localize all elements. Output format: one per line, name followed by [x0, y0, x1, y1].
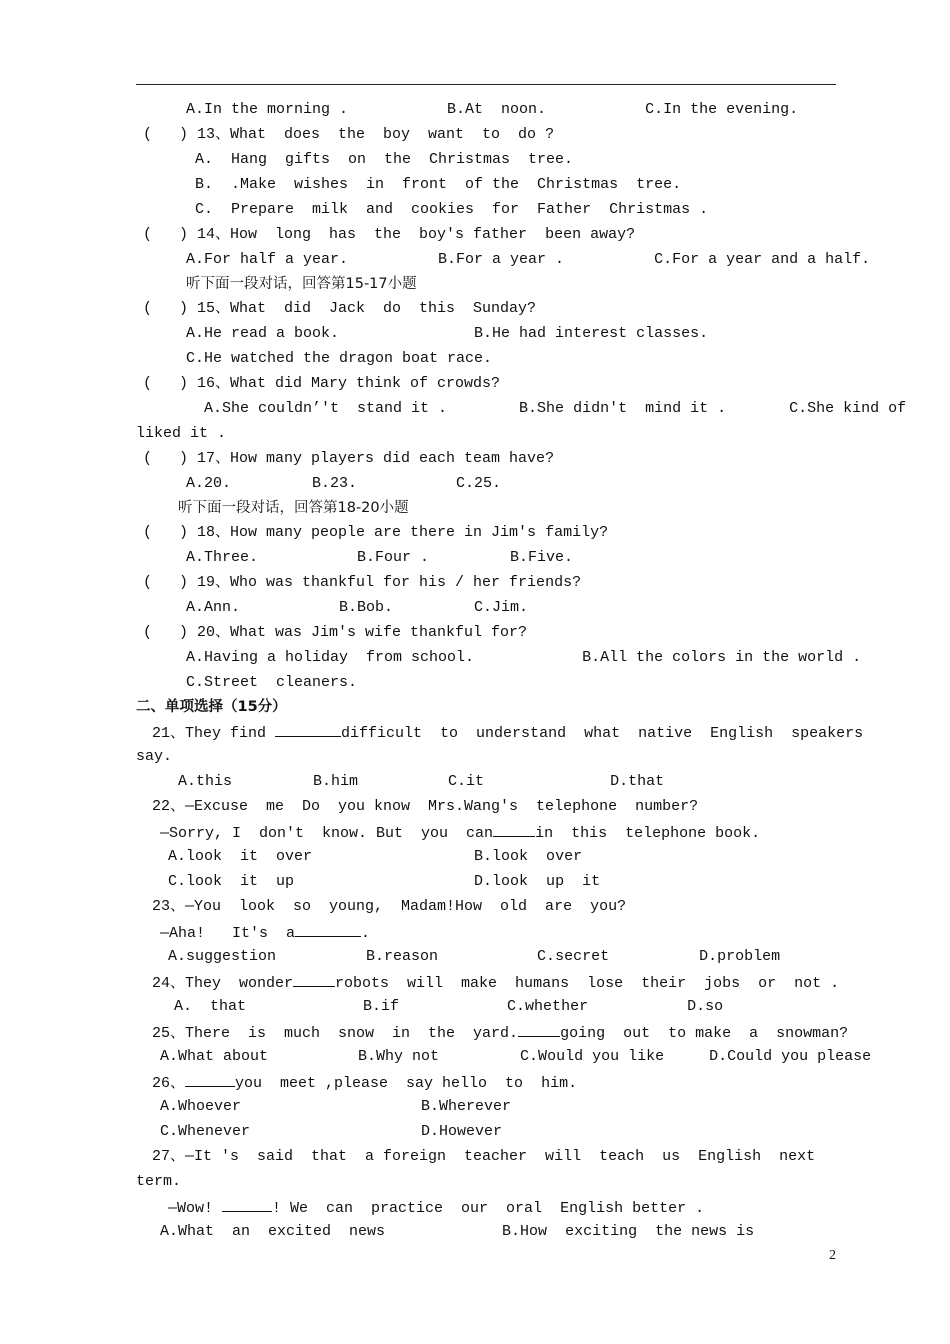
q22-options-cd: C.look it up D.look up it	[168, 873, 601, 890]
q23-blank	[295, 922, 361, 937]
q25-question	[152, 1022, 848, 1044]
q22-options-ab: A.look it over B.look over	[168, 848, 583, 865]
q26-options-cd: C.Whenever D.However	[160, 1123, 503, 1140]
q21-blank	[275, 722, 341, 737]
page-number: 2	[829, 1248, 836, 1263]
q13-option-b: B. .Make wishes in front of the Christmas tree.	[186, 176, 682, 193]
q21-question	[152, 722, 863, 744]
section-instruction-15-17: 听下面一段对话，回答第15-17小题	[186, 276, 417, 292]
q19-options: A.Ann. B.Bob. C.Jim.	[186, 599, 529, 616]
q16-options: A.She couldn’'t stand it . B.She didn't mind it . C.She kind of	[186, 400, 907, 417]
q25-text-end: going out to make a snowman?	[560, 1025, 849, 1042]
q27-question: 27、—It 's said that a foreign teacher will teach us English next	[152, 1148, 816, 1165]
q13-question: ( ) 13、What does the boy want to do ?	[143, 126, 555, 143]
section-heading-single-choice: 二、单项选择（15分）	[136, 699, 287, 715]
q18-options: A.Three. B.Four . B.Five.	[186, 549, 574, 566]
q17-options: A.20. B.23. C.25.	[186, 475, 502, 492]
q13-option-c: C. Prepare milk and cookies for Father Christmas .	[186, 201, 709, 218]
q17-question: ( ) 17、How many players did each team have?	[143, 450, 555, 467]
q18-question: ( ) 18、How many people are there in Jim's family?	[143, 524, 609, 541]
q15-option-c: C.He watched the dragon boat race.	[186, 350, 493, 367]
q24-question	[152, 972, 839, 994]
q24-options: A. that B.if C.whether D.so	[174, 998, 724, 1015]
q19-question: ( ) 19、Who was thankful for his / her friends?	[143, 574, 582, 591]
q27-blank	[222, 1197, 272, 1212]
q25-options: A.What about B.Why not C.Would you like D.Could you please	[160, 1048, 872, 1065]
header-rule	[136, 84, 836, 85]
q20-options-ab: A.Having a holiday from school. B.All the colors in the world .	[186, 649, 862, 666]
q22-question: 22、—Excuse me Do you know Mrs.Wang's telephone number?	[152, 798, 699, 815]
q14-options: A.For half a year. B.For a year . C.For a year and a half.	[186, 251, 871, 268]
q26-blank	[185, 1072, 235, 1087]
q27-options-ab: A.What an excited news B.How exciting the news is	[160, 1223, 755, 1240]
q23-response	[160, 922, 370, 944]
q26-options-ab: A.Whoever B.Wherever	[160, 1098, 512, 1115]
q26-text-end: you meet ,please say hello to him.	[235, 1075, 578, 1092]
q15-question: ( ) 15、What did Jack do this Sunday?	[143, 300, 537, 317]
q26-text-start: 26、	[152, 1075, 186, 1092]
q14-question: ( ) 14、How long has the boy's father been away?	[143, 226, 636, 243]
q27-text-end: ! We can practice our oral English better .	[272, 1200, 705, 1217]
q16-question: ( ) 16、What did Mary think of crowds?	[143, 375, 501, 392]
q24-text-end: robots will make humans lose their jobs or not .	[335, 975, 840, 992]
q23-text-start: —Aha! It's a	[160, 925, 296, 942]
q16-options-wrap: liked it .	[136, 425, 227, 442]
q20-question: ( ) 20、What was Jim's wife thankful for?	[143, 624, 528, 641]
q13-option-a: A. Hang gifts on the Christmas tree.	[186, 151, 574, 168]
section-instruction-18-20: 听下面一段对话，回答第18-20小题	[178, 500, 409, 516]
q23-question: 23、—You look so young, Madam!How old are you?	[152, 898, 627, 915]
q20-option-c: C.Street cleaners.	[186, 674, 358, 691]
q25-text-start: 25、There is much snow in the yard.	[152, 1025, 519, 1042]
q22-blank	[493, 822, 535, 837]
q21-question-wrap: say.	[136, 748, 173, 765]
q12-options: A.In the morning . B.At noon. C.In the evening.	[186, 101, 799, 118]
q24-blank	[293, 972, 335, 987]
q27-response	[168, 1197, 704, 1219]
q21-text-start: 21、They find	[152, 725, 276, 742]
q22-text-start: —Sorry, I don't know. But you can	[160, 825, 494, 842]
q27-question-wrap: term.	[136, 1173, 182, 1190]
q23-text-end: .	[361, 925, 371, 942]
q26-question	[152, 1072, 577, 1094]
q21-text-end: difficult to understand what native English speakers	[341, 725, 864, 742]
q15-options-ab: A.He read a book. B.He had interest classes.	[186, 325, 709, 342]
q23-options: A.suggestion B.reason C.secret D.problem	[168, 948, 781, 965]
q22-response	[160, 822, 760, 844]
q27-text-start: —Wow!	[168, 1200, 223, 1217]
q22-text-end: in this telephone book.	[535, 825, 761, 842]
q25-blank	[518, 1022, 560, 1037]
q21-options: A.this B.him C.it D.that	[178, 773, 665, 790]
q24-text-start: 24、They wonder	[152, 975, 294, 992]
